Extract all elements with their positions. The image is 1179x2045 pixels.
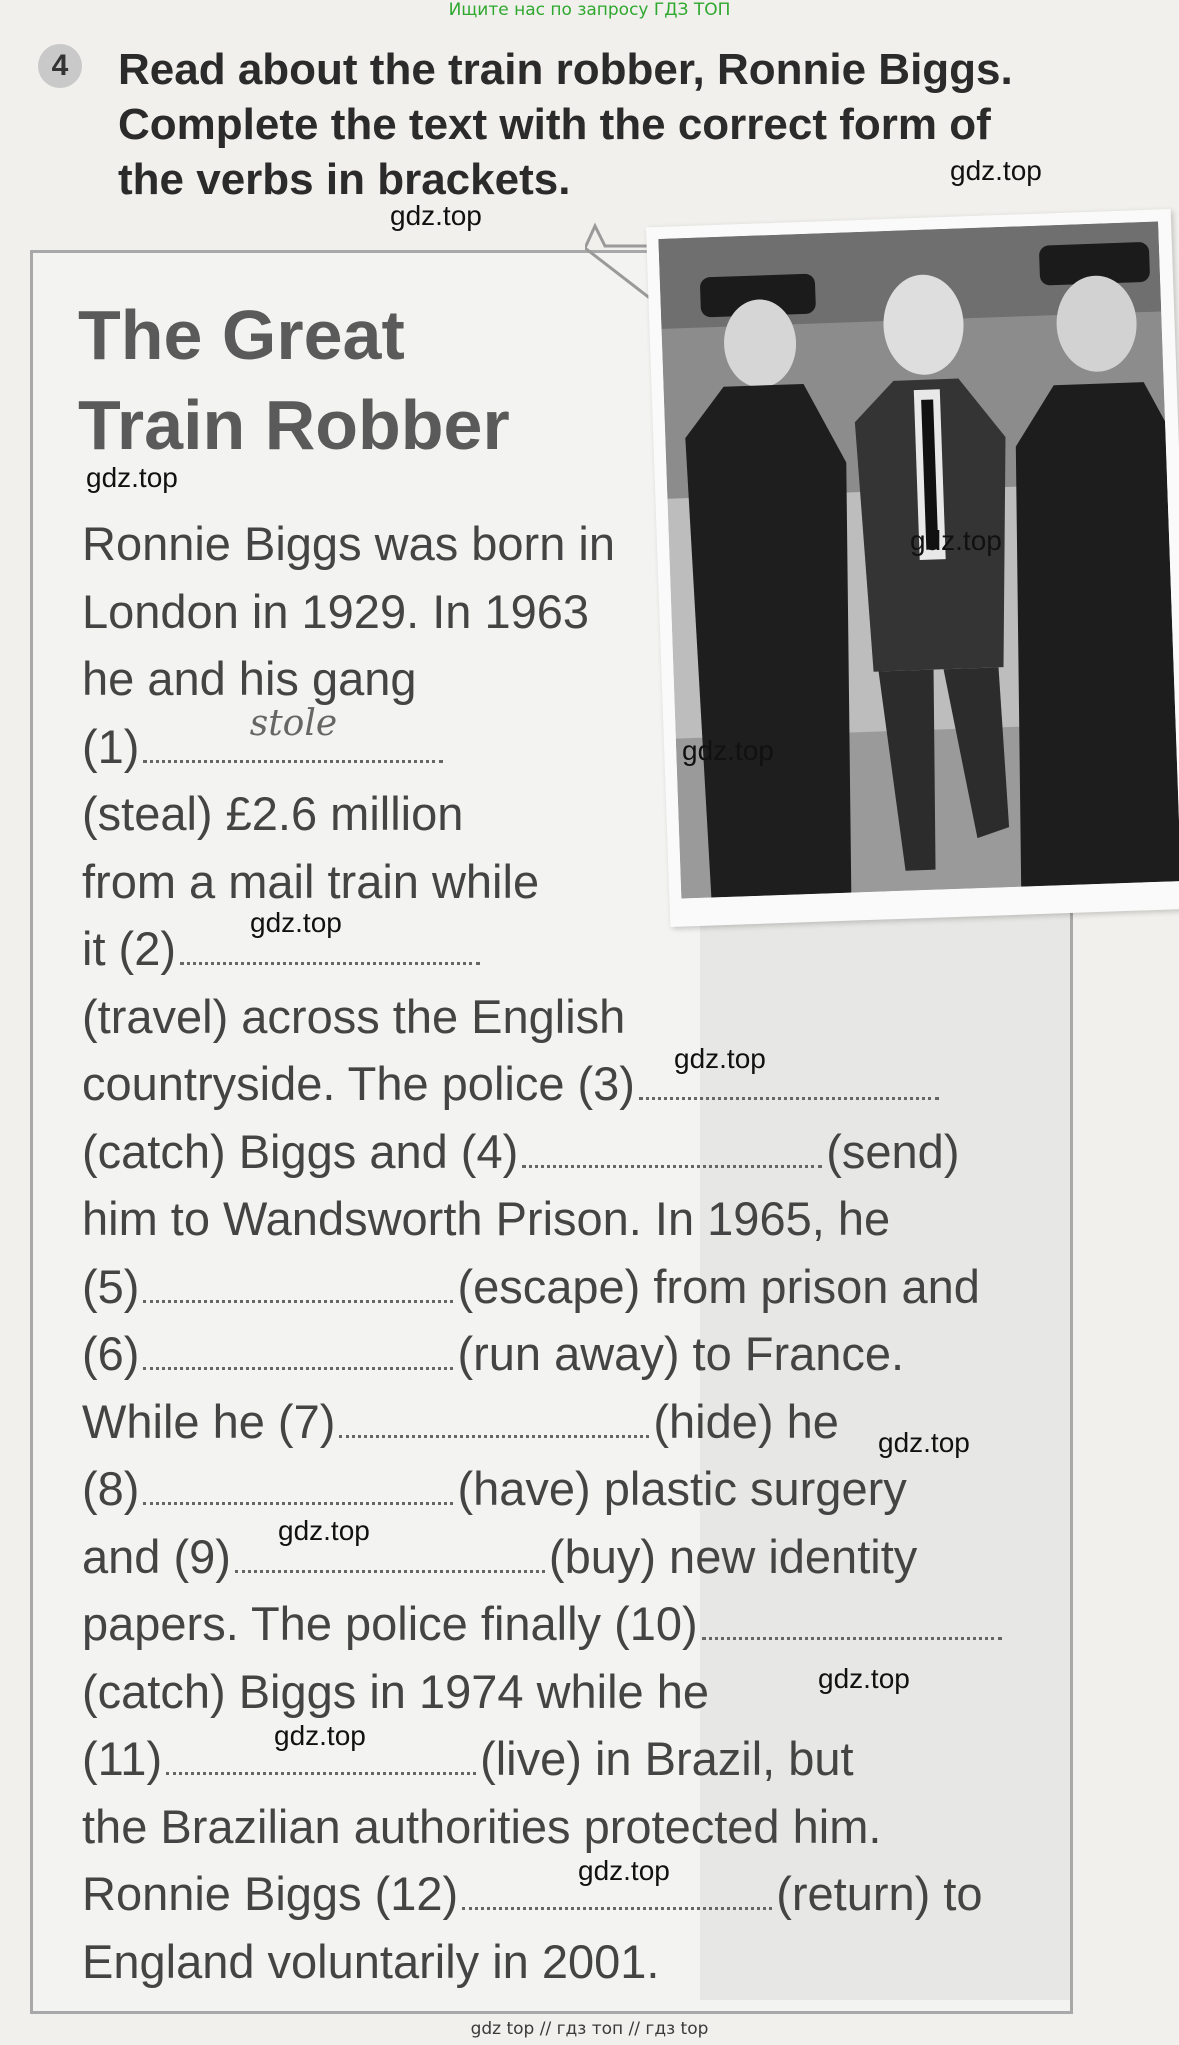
article-text: [82, 510, 1042, 1995]
answer-blank-1[interactable]: [143, 703, 443, 763]
text-line: [82, 703, 1042, 781]
instruction-line: Complete the text with the correct form of: [118, 100, 991, 149]
watermark: gdz.top: [390, 200, 482, 231]
watermark: gdz.top: [674, 1043, 766, 1074]
watermark: gdz.top: [910, 525, 1002, 556]
watermark: gdz.top: [950, 155, 1042, 186]
text-line: [82, 1118, 1042, 1186]
watermark: gdz.top: [818, 1663, 910, 1694]
article-title: [78, 290, 510, 470]
text-line: Ronnie Biggs was born in: [82, 517, 615, 570]
watermark: gdz.top: [682, 735, 774, 766]
text-segment: Ronnie Biggs (12): [82, 1867, 459, 1920]
text-line: (steal) £2.6 million: [82, 787, 464, 840]
text-segment: (hide) he: [653, 1394, 839, 1448]
gap-number: (5): [82, 1259, 140, 1313]
watermark: gdz.top: [250, 907, 342, 938]
title-line: Train Robber: [78, 386, 510, 464]
text-segment: papers. The police finally (10): [82, 1597, 698, 1650]
text-line: [82, 1725, 1042, 1793]
gap-number: (11): [82, 1732, 163, 1785]
text-line: England voluntarily in 2001.: [82, 1934, 660, 1988]
exercise-instruction: [118, 42, 1078, 207]
text-segment: While he (7): [82, 1394, 336, 1448]
text-line: [82, 1050, 1042, 1118]
text-segment: (catch) Biggs and (4): [82, 1124, 519, 1178]
handwritten-answer: stole: [249, 703, 338, 744]
answer-blank-5[interactable]: [143, 1264, 453, 1303]
text-line: he and his gang: [82, 652, 417, 705]
text-segment: it (2): [82, 922, 176, 975]
gap-number: (8): [82, 1462, 140, 1515]
text-line: [82, 1320, 1042, 1388]
text-segment: (live) in Brazil, but: [480, 1732, 854, 1785]
text-segment: (have) plastic surgery: [457, 1462, 907, 1515]
text-line: (catch) Biggs in 1974 while he: [82, 1664, 710, 1718]
text-line: [82, 1455, 1042, 1523]
text-line: (travel) across the English: [82, 989, 626, 1043]
text-line: [82, 1590, 1042, 1658]
answer-blank-8[interactable]: [143, 1466, 453, 1505]
answer-blank-4[interactable]: [522, 1129, 822, 1168]
search-hint-link[interactable]: Ищите нас по запросу ГДЗ ТОП: [448, 0, 731, 20]
footer-link[interactable]: gdz top // гдз топ // гдз top: [470, 2019, 709, 2039]
title-line: The Great: [78, 296, 405, 374]
instruction-line: Read about the train robber, Ronnie Biggs.: [118, 45, 1013, 94]
watermark: gdz.top: [274, 1720, 366, 1751]
watermark: gdz.top: [578, 1855, 670, 1886]
text-line: from a mail train while: [82, 854, 540, 908]
watermark: gdz.top: [278, 1515, 370, 1546]
text-line: London in 1929. In 1963: [82, 584, 590, 638]
answer-blank-7[interactable]: [339, 1399, 649, 1438]
watermark: gdz.top: [878, 1427, 970, 1458]
answer-blank-10[interactable]: [702, 1601, 1002, 1640]
text-segment: and (9): [82, 1529, 231, 1583]
text-line: [82, 1523, 1042, 1591]
text-line: him to Wandsworth Prison. In 1965, he: [82, 1192, 891, 1245]
text-segment: (escape) from prison and: [457, 1259, 980, 1313]
answer-blank-6[interactable]: [143, 1331, 453, 1370]
text-segment: (buy) new identity: [548, 1529, 918, 1583]
gap-number: (6): [82, 1327, 140, 1380]
exercise-number-badge: 4: [38, 44, 82, 88]
gap-number: (1): [82, 719, 140, 773]
text-line: [82, 1860, 1042, 1928]
text-segment: (run away) to France.: [457, 1327, 905, 1380]
text-segment: countryside. The police (3): [82, 1057, 635, 1110]
text-line: [82, 1253, 1042, 1321]
text-segment: (return) to: [776, 1867, 983, 1920]
watermark: gdz.top: [86, 462, 178, 493]
instruction-line: the verbs in brackets.: [118, 155, 571, 204]
text-line: [82, 915, 1042, 983]
text-line: the Brazilian authorities protected him.: [82, 1799, 882, 1853]
text-segment: (send): [826, 1124, 960, 1178]
